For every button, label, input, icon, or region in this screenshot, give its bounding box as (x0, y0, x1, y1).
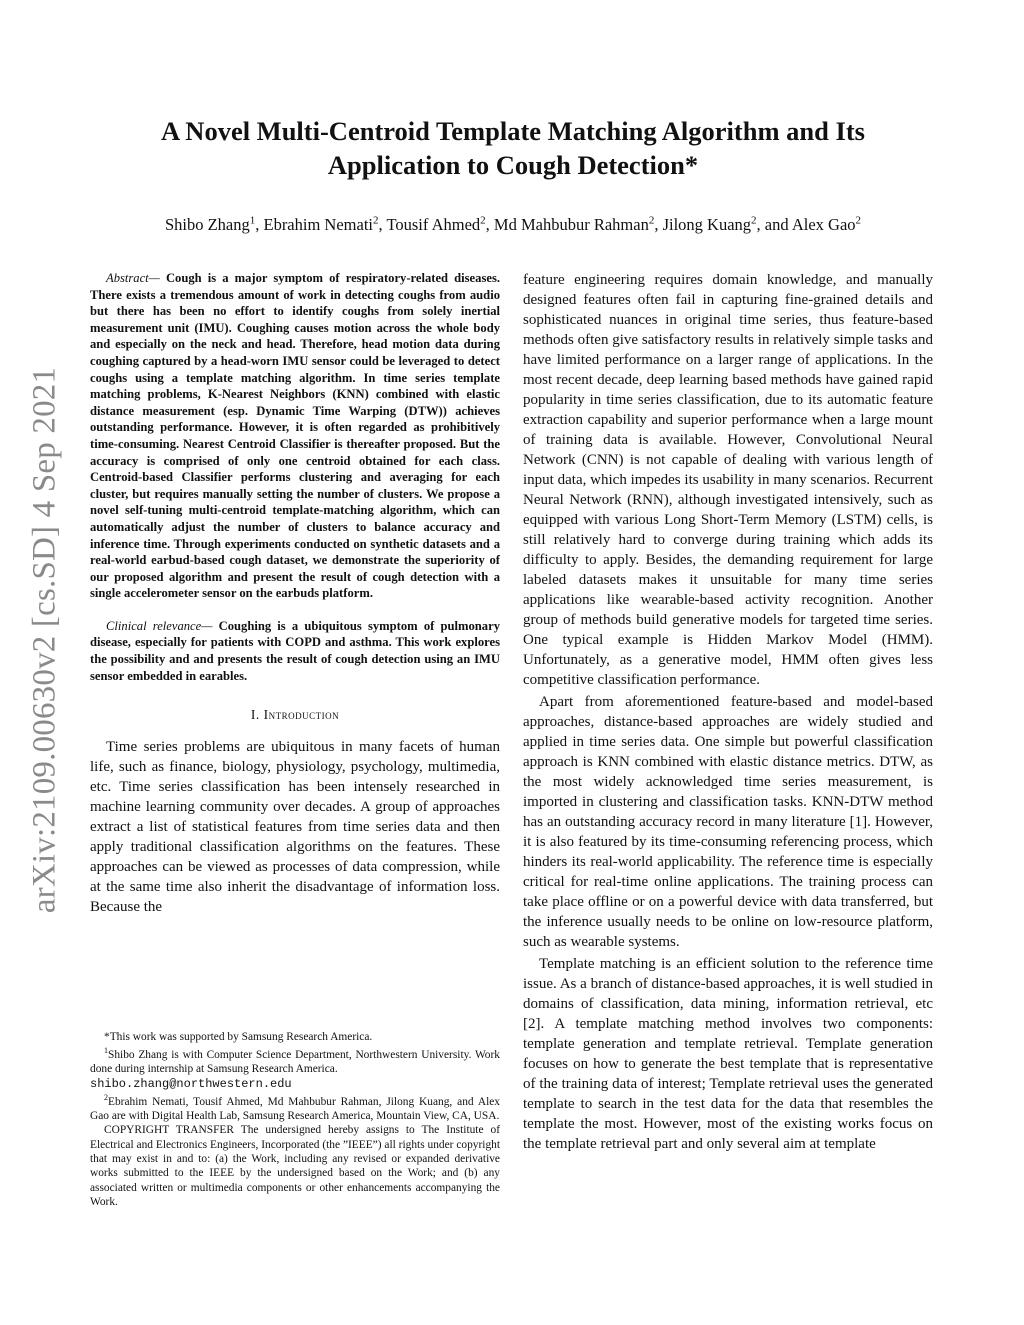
affiliation-footnote-2: $^2$Ebrahim Nemati, Tousif Ahmed, Md Mahbubur Rahman, Jilong Kuang, and Alex Gao are with Digital Health Lab, Samsung Research America, Mountain View, CA, USA. (90, 1092, 500, 1123)
body-paragraph: Template matching is an efficient solution to the reference time issue. As a branch of distance-based approaches, it is well studied in domains of classification, data mining, information retrieval, etc [2]. A template matching method involves two components: template generation and template retrieval. Template generation focuses on how to generate the best template that is representative of the training data of interest; Template retrieval uses the generated template to search in the test data for the data that resembles the template the most. However, most of the existing works focus on the template retrieval part and only several aim at template (523, 956, 933, 1152)
arxiv-identifier: arXiv:2109.00630v2 [cs.SD] 4 Sep 2021 (26, 366, 63, 914)
author-email: shibo.zhang@northwestern.edu (90, 1076, 292, 1091)
title-line-1: A Novel Multi-Centroid Template Matching Algorithm and Its (161, 116, 865, 146)
author: Md Mahbubur Rahman$^2$, (493, 214, 663, 234)
title-line-2: Application to Cough Detection* (327, 150, 699, 180)
funding-footnote: *This work was supported by Samsung Research America. (104, 1031, 373, 1043)
footnotes (90, 1030, 500, 1209)
author-list (60, 208, 966, 237)
right-column (523, 270, 933, 1154)
section-heading-introduction (90, 707, 500, 723)
clinical-relevance (90, 618, 500, 684)
abstract (90, 270, 500, 602)
left-column (90, 270, 500, 917)
abstract-text: Cough is a major symptom of respiratory-related diseases. There exists a tremendous amount of work in detecting coughs from audio but there has been no effort to identify coughs from solely inertial measurement unit (IMU). Coughing causes motion across the whole body and especially on the neck and head. Therefore, head motion data during coughing captured by a head-worn IMU sensor could be leveraged to detect coughs using a template matching algorithm. In time series template matching problems, K-Nearest Neighbors (KNN) combined with elastic distance measurement (esp. Dynamic Time Warping (DTW)) achieves outstanding performance. However, it is often regarded as prohibitively time-consuming. Nearest Centroid Classifier is thereafter proposed. But the accuracy is comprised of only one centroid obtained for each class. Centroid-based Classifier performs clustering and averaging for each cluster, but requires manually setting the number of clusters. We propose a novel self-tuning multi-centroid template-matching algorithm, which can automatically adjust the number of clusters to balance accuracy and inference time. Through experiments conducted on synthetic datasets and a real-world earbud-based cough dataset, we demonstrate the superiority of our proposed algorithm and present the result of cough detection with a single accelerometer sensor on the earbuds platform. (90, 271, 500, 601)
body-paragraph: Apart from aforementioned feature-based and model-based approaches, distance-based approaches are widely studied and applied in time series data. One simple but powerful classification approach is KNN combined with elastic distance metrics. DTW, as the most widely acknowledged time series measurement, is imported in clustering and classification tasks. KNN-DTW method has an outstanding accuracy record in many literature [1]. However, it is also featured by its time-consuming referencing process, which hinders its real-world applicability. The reference time is especially critical for real-time online applications. The training process can take place offline or on a powerful device with data transferred, but the inference usually needs to be online on low-resource platform, such as wearable systems. (523, 694, 933, 950)
clinical-label: Clinical relevance— (106, 618, 213, 633)
author: Ebrahim Nemati$^2$, (263, 214, 387, 234)
section-number: I. (250, 707, 264, 723)
intro-paragraph: Time series problems are ubiquitous in many facets of human life, such as finance, biology, physiology, psychology, multimedia, etc. Time series classification has been intensely researched in machine learning community over decades. A group of approaches extract a list of statistical features from time series data and then apply traditional classification algorithms on the features. These approaches can be viewed as processes of data compression, while at the same time also inherit the disadvantage of information loss. Because the (90, 739, 500, 916)
affiliation-footnote-1: $^1$Shibo Zhang is with Computer Science Department, Northwestern University. Work done during internship at Samsung Research America. shibo.zhang@northwestern.edu (90, 1046, 500, 1091)
abstract-label: Abstract— (106, 271, 160, 285)
paper-title (90, 114, 936, 182)
section-title: Introduction (263, 707, 340, 723)
author: Shibo Zhang$^1$, (164, 214, 264, 234)
body-paragraph: feature engineering requires domain knowledge, and manually designed features often fail in capturing fine-grained details and sophisticated nuances in original time series, thus feature-based methods often give satisfactory results in relatively simple tasks and have limited performance on a larger range of applications. In the most recent decade, deep learning based methods have gained rapid popularity in time series classification, due to its automatic feature extraction capability and superior performance when a large mount of training data is available. However, Convolutional Neural Network (CNN) is not capable of dealing with various length of input data, which impedes its usability in many scenarios. Recurrent Neural Network (RNN), although investigated intensively, such as equipped with various Long Short-Term Memory (LSTM) cells, is still relatively hard to converge during training which adds its difficulty to apply. Besides, the demanding requirement for large labeled datasets makes it unsuitable for many time series applications like wearable-based activity recognition. Another group of methods build generative models for targeted time series. One typical example is Hidden Markov Model (HMM). Unfortunately, as a generative model, HMM often gives less competitive classification performance. (523, 272, 933, 688)
author: Jilong Kuang$^2$, and (662, 214, 792, 234)
author: Alex Gao$^2$ (791, 214, 862, 234)
author: Tousif Ahmed$^2$, (386, 214, 494, 234)
clinical-text: Coughing is a ubiquitous symptom of pulmonary disease, especially for patients with COPD and asthma. This work explores the possibility and and presents the result of cough detection using an IMU sensor embedded in earables. (90, 618, 500, 683)
copyright-notice: COPYRIGHT TRANSFER The undersigned hereby assigns to The Institute of Electrical and Electronics Engineers, Incorporated (the ”IEEE”) all rights under copyright that may exist in and to: (a) the Work, including any revised or expanded derivative works submitted to the IEEE by the undersigned based on the Work; and (b) any associated written or multimedia components or other enhancements accompanying the Work. (90, 1124, 500, 1208)
